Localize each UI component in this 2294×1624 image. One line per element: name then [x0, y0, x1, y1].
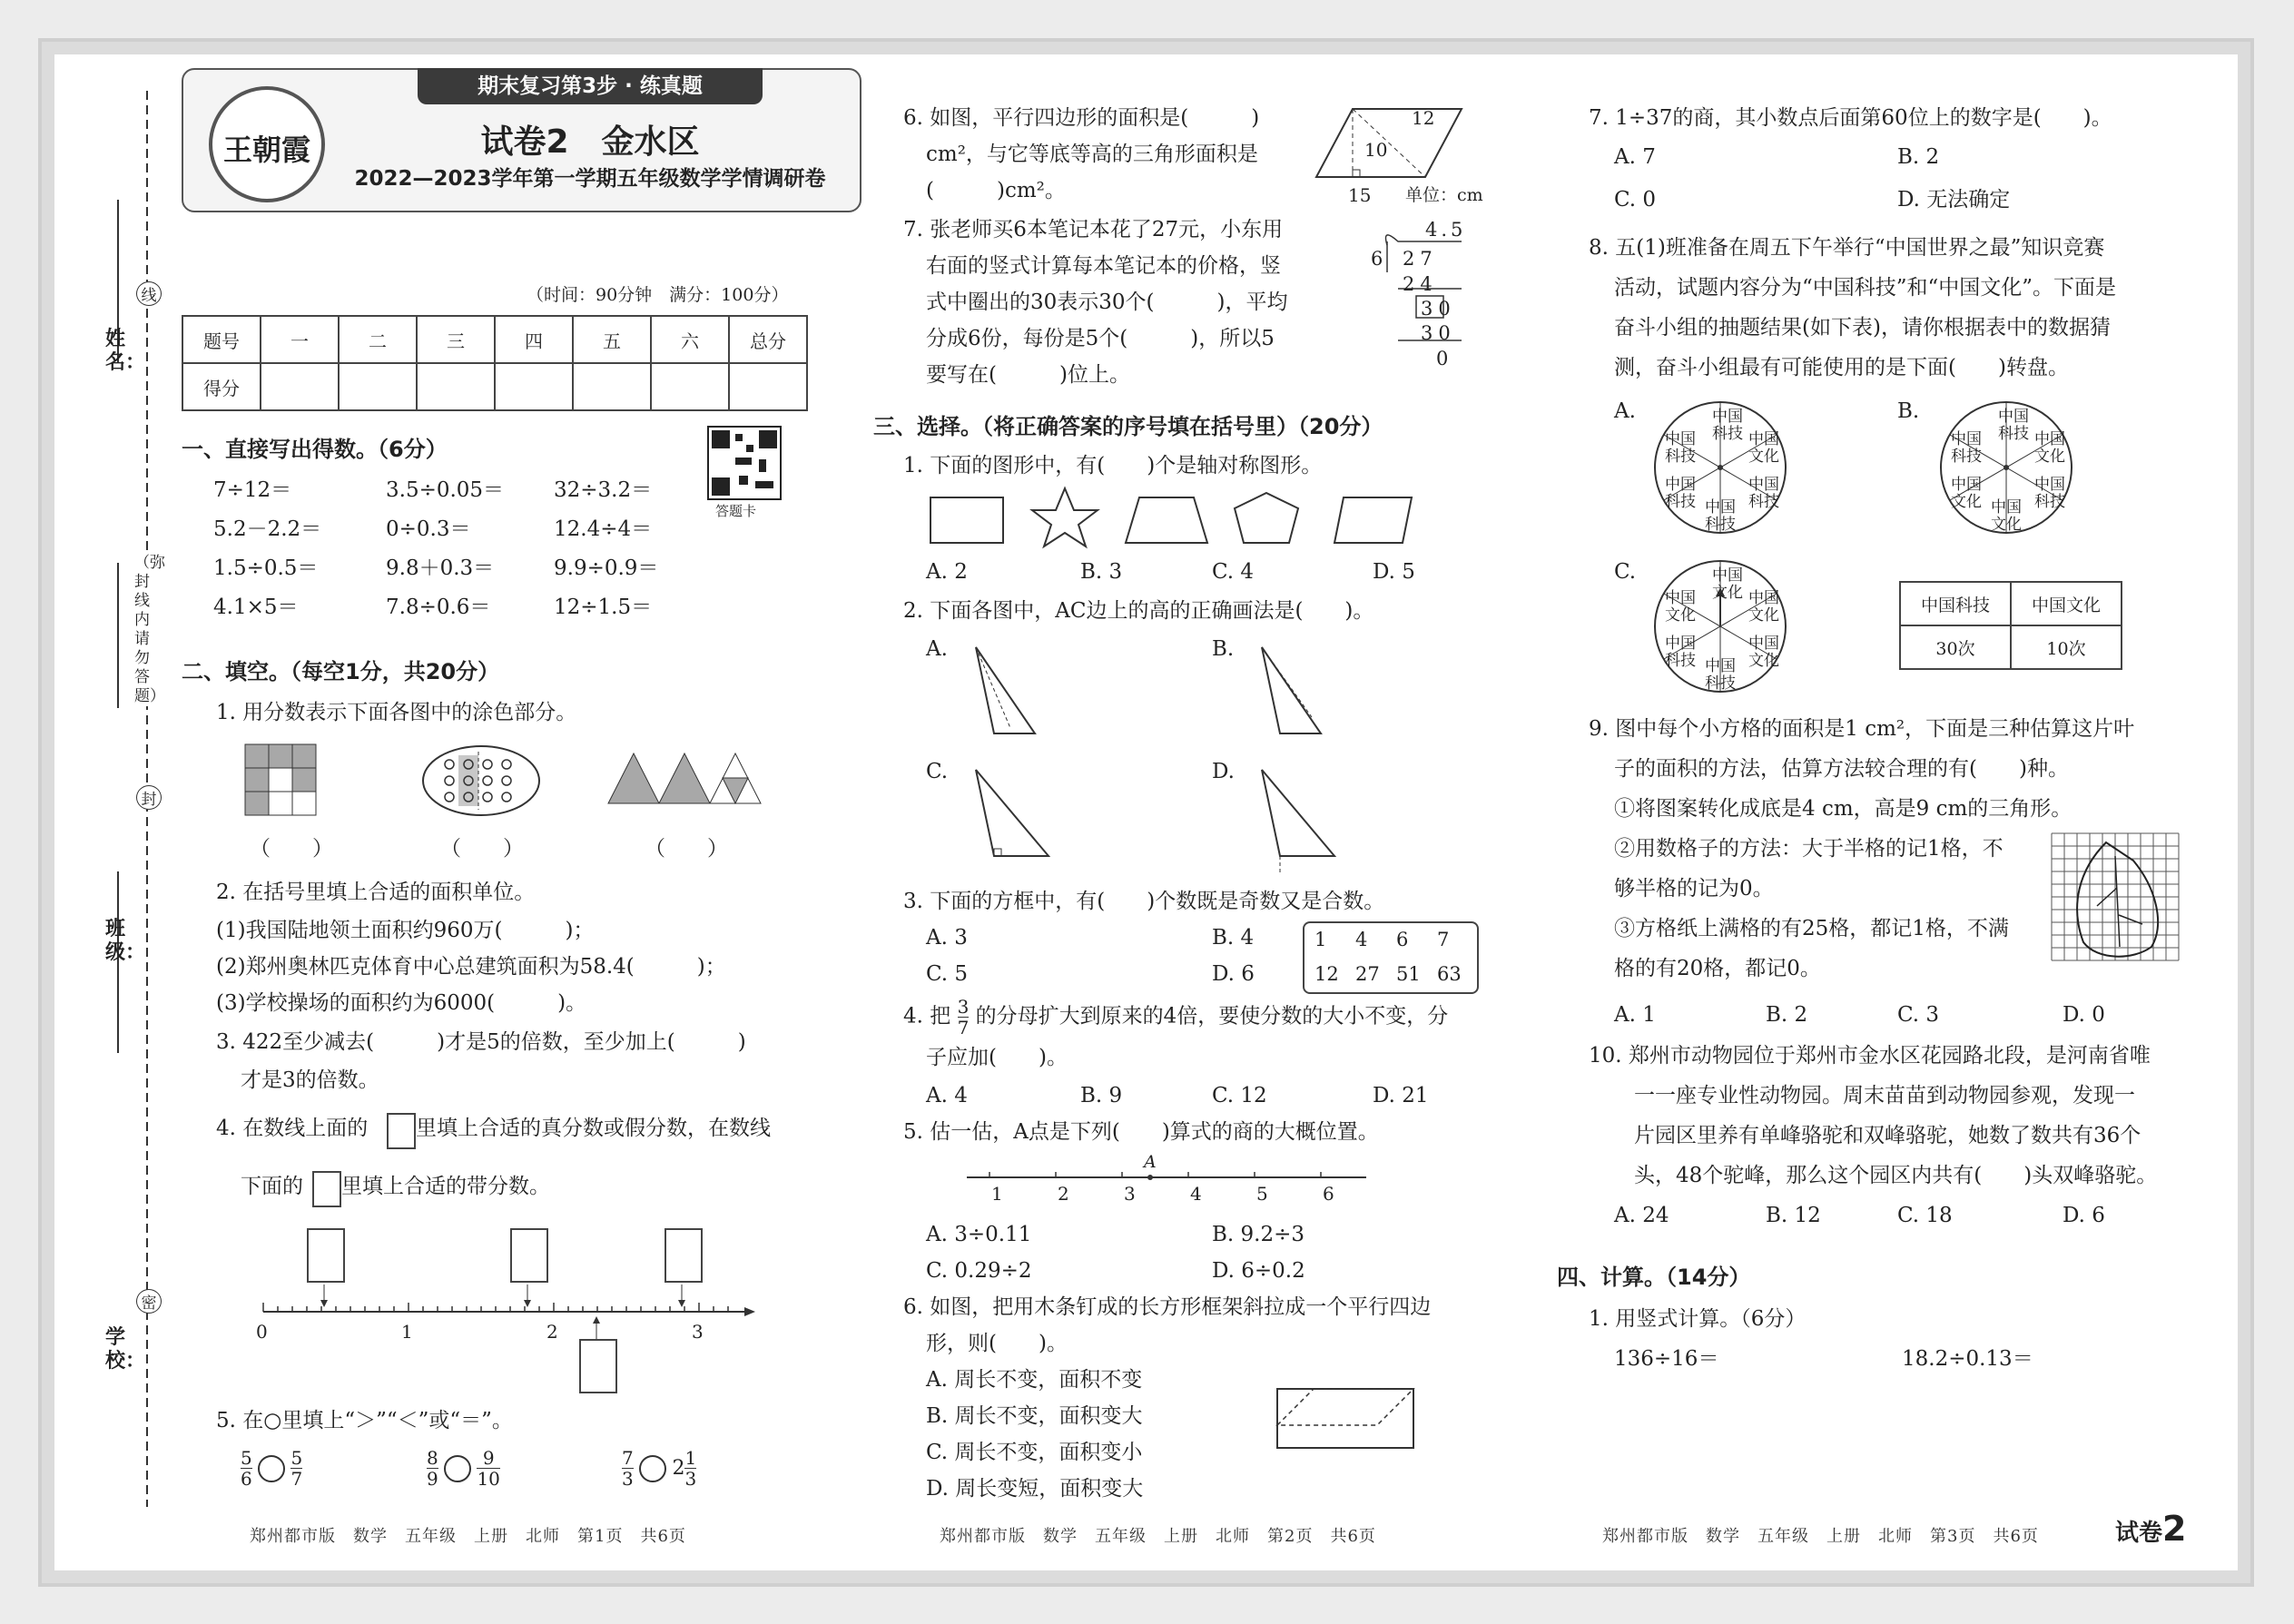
q7c: 式中圈出的30表示30个( )，平均	[926, 290, 1288, 314]
numerator: 5	[290, 1447, 303, 1469]
section4-title: 四、计算。（14分）	[1557, 1265, 1751, 1290]
logo-text: 王朝霞	[222, 133, 310, 167]
sector-label: 中国文化	[1991, 498, 2022, 534]
point-a-label: A	[1144, 1152, 1157, 1172]
triangle-b	[1253, 643, 1353, 747]
num: 4	[1355, 929, 1368, 950]
q2-1: 1. 用分数表示下面各图中的涂色部分。	[216, 701, 577, 724]
class-label: 班级：	[105, 917, 146, 964]
c5: 5. 估一估，A点是下列( )算式的商的大概位置。	[903, 1120, 1379, 1144]
sector-label: 中国科技	[1998, 408, 2029, 443]
footer-page1: 郑州都市版 数学 五年级 上册 北师 第1页 共6页	[250, 1527, 686, 1546]
option[interactable]: D. 21	[1373, 1084, 1429, 1107]
answer-box-icon	[312, 1171, 341, 1207]
sector-label: 中国科技	[1665, 476, 1696, 511]
q6a: 6. 如图，平行四边形的面积是( )	[903, 106, 1260, 130]
num: 63	[1437, 963, 1462, 985]
option[interactable]: B. 9	[1080, 1084, 1123, 1107]
cell: 题号	[182, 316, 261, 363]
time-info: （时间：90分钟 满分：100分）	[527, 285, 789, 305]
sector-label: 中国科技	[1705, 657, 1736, 693]
calc-item: 4.1×5＝	[213, 595, 299, 619]
denominator: 3	[622, 1468, 634, 1490]
c3: 3. 下面的方框中，有( )个数既是奇数又是合数。	[903, 890, 1385, 913]
option[interactable]: C. 12	[1212, 1084, 1267, 1107]
calc-item: 9.9÷0.9＝	[554, 556, 659, 580]
numerator: 7	[622, 1447, 634, 1469]
answer-paren[interactable]: （ ）	[250, 837, 333, 861]
c9b: 子的面积的方法，估算方法较合理的有( )种。	[1614, 757, 2069, 781]
option[interactable]: C. 周长不变，面积变小	[926, 1441, 1143, 1464]
paper-tag-label: 试卷	[2115, 1520, 2163, 1547]
option[interactable]: B.	[1897, 399, 1920, 423]
sector-label: 中国文化	[2034, 430, 2065, 466]
c8d: 测，奋斗小组最有可能使用的是下面( )转盘。	[1614, 356, 2069, 379]
sector-label: 中国科技	[1712, 408, 1743, 443]
denominator: 3	[684, 1468, 697, 1490]
answer-box-icon	[387, 1113, 416, 1149]
page-title: 试卷2 金水区	[480, 123, 700, 161]
numerator: 9	[477, 1448, 499, 1469]
tick-label: 2	[546, 1321, 558, 1343]
sector-label: 中国科技	[1748, 476, 1779, 511]
compare-circle-icon[interactable]	[639, 1455, 666, 1482]
numberline-answer-box[interactable]	[665, 1228, 703, 1283]
score-row	[182, 363, 807, 410]
sector-label: 中国文化	[1665, 589, 1696, 625]
score-header-row	[182, 316, 807, 363]
option[interactable]: A. 3	[926, 926, 968, 950]
fraction	[427, 1448, 438, 1489]
denominator: 6	[241, 1468, 252, 1490]
option[interactable]: D. 0	[2063, 1003, 2105, 1027]
c4-post: 的分母扩大到原来的4倍，要使分数的大小不变，分	[975, 1004, 1449, 1029]
q7e: 要写在( )位上。	[926, 363, 1130, 387]
c6b: 形，则( )。	[926, 1332, 1068, 1355]
whole-part: 2	[672, 1457, 685, 1480]
calc-item: 32÷3.2＝	[554, 478, 653, 502]
c8c: 奋斗小组的抽题结果(如下表)，请你根据表中的数据猜	[1614, 316, 2111, 340]
c5-tick: 1	[991, 1183, 1003, 1205]
option[interactable]: A. 7	[1614, 145, 1656, 169]
calc-problem: 136÷16＝	[1614, 1347, 1719, 1371]
cell: 10次	[2011, 625, 2122, 669]
name-label: 姓名：	[105, 327, 146, 374]
q2-3b: 才是3的倍数。	[241, 1068, 379, 1092]
c2: 2. 下面各图中，AC边上的高的正确画法是( )。	[903, 599, 1374, 623]
header-badge: 期末复习第3步 · 练真题	[418, 68, 763, 104]
compare-2	[427, 1448, 500, 1489]
c10c: 片园区里养有单峰骆驼和双峰骆驼，她数了数共有36个	[1634, 1124, 2141, 1147]
option[interactable]: A. 1	[1614, 1003, 1656, 1027]
fig6-base-label: 15	[1348, 184, 1372, 206]
q2-4b-pre: 下面的	[241, 1175, 303, 1198]
c5-tick: 4	[1190, 1183, 1202, 1205]
numerator: 3	[957, 996, 970, 1018]
exam-sheet	[54, 54, 2238, 1570]
score-input[interactable]	[651, 363, 729, 410]
cell: 得分	[182, 363, 261, 410]
div-dividend: 27	[1403, 248, 1438, 270]
option[interactable]: A. 4	[926, 1084, 968, 1107]
score-input[interactable]	[261, 363, 339, 410]
option[interactable]: B. 12	[1766, 1204, 1821, 1227]
compare-circle-icon[interactable]	[258, 1455, 285, 1482]
score-input[interactable]	[495, 363, 573, 410]
div-divisor: 6	[1371, 248, 1383, 270]
num: 12	[1314, 963, 1339, 985]
numerator: 5	[241, 1447, 252, 1469]
option[interactable]: C. 4	[1212, 560, 1255, 584]
option[interactable]: A. 周长不变，面积不变	[926, 1368, 1143, 1392]
q7d: 分成6份，每份是5个( )，所以5	[926, 327, 1275, 350]
denominator: 9	[427, 1468, 438, 1490]
fig6-height-label: 10	[1364, 139, 1388, 161]
c5-tick: 2	[1058, 1183, 1069, 1205]
calc-item: 3.5÷0.05＝	[386, 478, 505, 502]
paper-tag-number: 2	[2162, 1509, 2187, 1549]
c1: 1. 下面的图形中，有( )个是轴对称图形。	[903, 454, 1323, 477]
numerator: 8	[427, 1447, 438, 1469]
c5-tick: 5	[1256, 1183, 1268, 1205]
c4-pre: 4. 把	[903, 1004, 951, 1029]
option[interactable]: B. 2	[1766, 1003, 1808, 1027]
option[interactable]: D. 6	[2063, 1204, 2105, 1227]
div-quotient: 4.5	[1425, 219, 1467, 241]
denominator: 7	[957, 1017, 970, 1038]
option[interactable]: A. 24	[1614, 1204, 1669, 1227]
option[interactable]: D. 5	[1373, 560, 1415, 584]
sector-label: 中国文化	[1951, 476, 1982, 511]
grid-figure	[245, 744, 318, 817]
leaf-grid-figure	[2052, 833, 2179, 969]
tick-label: 3	[692, 1321, 704, 1343]
option[interactable]: D. 无法确定	[1897, 188, 2011, 212]
fraction	[241, 1448, 252, 1489]
sector-label: 中国科技	[1665, 635, 1696, 670]
c4	[903, 997, 1448, 1038]
q6b: cm²，与它等底等高的三角形面积是	[926, 143, 1258, 166]
option[interactable]: C. 5	[926, 962, 969, 986]
option[interactable]: D. 6	[1212, 962, 1255, 986]
c9d: ②用数格子的方法：大于半格的记1格，不	[1614, 837, 2004, 861]
option[interactable]: D. 周长变短，面积变大	[926, 1477, 1144, 1501]
cell: 三	[417, 316, 495, 363]
c7: 7. 1÷37的商，其小数点后面第60位上的数字是( )。	[1589, 106, 2112, 130]
spinner-a-labels	[1657, 399, 1793, 536]
option[interactable]: B.	[1212, 637, 1235, 661]
compare-3	[622, 1448, 696, 1489]
fraction	[290, 1448, 302, 1489]
c9g: 格的有20格，都记0。	[1614, 957, 1821, 980]
triangle-a	[967, 643, 1067, 747]
spinner-b-labels	[1943, 399, 2079, 536]
cell: 中国文化	[2011, 582, 2122, 625]
calc-problem: 18.2÷0.13＝	[1902, 1347, 2033, 1371]
calc-item: 1.5÷0.5＝	[213, 556, 319, 580]
option[interactable]: A.	[926, 637, 948, 661]
sector-label: 中国科技	[2034, 476, 2065, 511]
shapes-figure	[930, 488, 1439, 552]
option[interactable]: C. 3	[1897, 1003, 1940, 1027]
option[interactable]: C. 0	[1614, 188, 1657, 212]
c9c: ①将图案转化成底是4 cm，高是9 cm的三角形。	[1614, 797, 2072, 821]
c8a: 8. 五(1)班准备在周五下午举行“中国世界之最”知识竞赛	[1589, 236, 2105, 260]
option[interactable]: C. 0.29÷2	[926, 1259, 1032, 1283]
tick-label: 1	[401, 1321, 413, 1343]
cell: 六	[651, 316, 729, 363]
q2-5: 5. 在○里填上“＞”“＜”或“＝”。	[216, 1409, 513, 1432]
num: 27	[1355, 963, 1380, 985]
draw-result-table	[1899, 581, 2122, 670]
seal-seal-mark: 封	[136, 785, 162, 810]
c5-number-line	[967, 1166, 1366, 1194]
option[interactable]: B. 周长不变，面积变大	[926, 1404, 1143, 1428]
num: 6	[1396, 929, 1409, 950]
spinner-c-labels	[1657, 558, 1793, 694]
seal-line-mark: 线	[136, 281, 162, 306]
fig6-unit: 单位：cm	[1405, 185, 1483, 205]
calc-item: 7.8÷0.6＝	[386, 595, 491, 619]
option[interactable]: A. 2	[926, 560, 968, 584]
calc-item: 12.4÷4＝	[554, 517, 653, 541]
paper-tag	[2115, 1509, 2186, 1549]
q2-4a-pre: 4. 在数线上面的	[216, 1117, 369, 1140]
numberline-answer-box[interactable]	[307, 1228, 345, 1283]
c8b: 活动，试题内容分为“中国科技”和“中国文化”。下面是	[1614, 276, 2117, 300]
q2-4a-post: 里填上合适的真分数或假分数，在数线	[416, 1117, 771, 1140]
cell: 五	[573, 316, 651, 363]
num: 7	[1437, 929, 1450, 950]
numberline-answer-box[interactable]	[510, 1228, 548, 1283]
q2-2a: (1)我国陆地领土面积约960万( )；	[216, 919, 595, 942]
div-step-circled: 30	[1421, 298, 1456, 320]
section2-title: 二、填空。（每空1分，共20分）	[182, 659, 500, 684]
option[interactable]: B. 3	[1080, 560, 1123, 584]
tick-label: 0	[256, 1321, 268, 1343]
sector-label: 中国文化	[1748, 635, 1779, 670]
option[interactable]: D. 6÷0.2	[1212, 1259, 1305, 1283]
section1-title: 一、直接写出得数。（6分）	[182, 437, 448, 462]
triangles-figure	[608, 753, 763, 808]
number-line	[254, 1280, 763, 1353]
school-label: 学校：	[105, 1325, 146, 1373]
option[interactable]: C. 18	[1897, 1204, 1953, 1227]
c5-tick: 3	[1124, 1183, 1136, 1205]
q2-2c: (3)学校操场的面积约为6000( )。	[216, 991, 587, 1015]
option[interactable]: B. 9.2÷3	[1212, 1223, 1305, 1246]
q6c: ( )cm²。	[926, 179, 1066, 202]
c9a: 9. 图中每个小方格的面积是1 cm²，下面是三种估算这片叶	[1589, 717, 2135, 741]
footer-page3: 郑州都市版 数学 五年级 上册 北师 第3页 共6页	[1602, 1527, 2039, 1546]
compare-circle-icon[interactable]	[444, 1455, 471, 1482]
calc-item: 5.2－2.2＝	[213, 517, 322, 541]
q2-3a: 3. 422至少减去( )才是5的倍数，至少加上( )	[216, 1030, 746, 1054]
ellipse-figure	[422, 744, 540, 817]
q7b: 右面的竖式计算每本笔记本的价格，竖	[926, 254, 1281, 278]
option[interactable]: A.	[1614, 399, 1636, 423]
q2-2b: (2)郑州奥林匹克体育中心总建筑面积为58.4( )；	[216, 955, 726, 979]
option[interactable]: D.	[1212, 760, 1235, 783]
cell: 中国科技	[1900, 582, 2011, 625]
section3-title: 三、选择。（将正确答案的序号填在括号里）（20分）	[873, 414, 1383, 439]
score-table	[182, 315, 808, 411]
calc-item: 12÷1.5＝	[554, 595, 653, 619]
c6a: 6. 如图，把用木条钉成的长方形框架斜拉成一个平行四边	[903, 1295, 1432, 1319]
calc-item: 9.8＋0.3＝	[386, 556, 495, 580]
fraction	[477, 1448, 499, 1489]
denominator: 10	[477, 1468, 500, 1490]
footer-page2: 郑州都市版 数学 五年级 上册 北师 第2页 共6页	[940, 1527, 1376, 1546]
sector-label: 中国科技	[1705, 498, 1736, 534]
cell: 总分	[729, 316, 807, 363]
page-subtitle: 2022—2023学年第一学期五年级数学学情调研卷	[354, 167, 826, 191]
fraction	[958, 997, 970, 1038]
numerator: 1	[684, 1447, 697, 1469]
answer-paren[interactable]: （ ）	[440, 837, 524, 861]
q2-4b-post: 里填上合适的带分数。	[341, 1175, 550, 1198]
c4b: 子应加( )。	[926, 1046, 1068, 1069]
cell: 一	[261, 316, 339, 363]
option[interactable]: A. 3÷0.11	[926, 1223, 1032, 1246]
qr-code	[708, 427, 781, 499]
score-input[interactable]	[573, 363, 651, 410]
div-step: 30	[1421, 322, 1456, 344]
binding-note: （弥封线内请勿答题）	[134, 554, 165, 705]
calc-item: 0÷0.3＝	[386, 517, 471, 541]
q7a: 7. 张老师买6本笔记本花了27元，小东用	[903, 218, 1284, 241]
calc-item: 7÷12＝	[213, 478, 292, 502]
fraction	[684, 1448, 696, 1489]
option[interactable]: B. 4	[1212, 926, 1255, 950]
c9e: 够半格的记为0。	[1614, 877, 1774, 901]
c9f: ③方格纸上满格的有25格，都记1格，不满	[1614, 917, 2009, 940]
sector-label: 中国科技	[1951, 430, 1982, 466]
q2-2: 2. 在括号里填上合适的面积单位。	[216, 881, 536, 904]
c10b: 一一座专业性动物园。周末苗苗到动物园参观，发现一	[1634, 1084, 2135, 1107]
denominator: 7	[290, 1468, 303, 1490]
triangle-d	[1253, 765, 1353, 879]
fraction	[622, 1448, 634, 1489]
num: 1	[1314, 929, 1327, 950]
div-remainder: 0	[1436, 348, 1449, 369]
cell: 二	[339, 316, 417, 363]
div-step: 24	[1403, 273, 1438, 295]
score-input[interactable]	[729, 363, 807, 410]
qr-label: 答题卡	[715, 503, 757, 519]
num: 51	[1396, 963, 1421, 985]
sector-label: 中国文化	[1748, 589, 1779, 625]
cell: 四	[495, 316, 573, 363]
cell: 30次	[1900, 625, 2011, 669]
seal-secret-mark: 密	[136, 1289, 162, 1314]
sector-label: 中国科技	[1665, 430, 1696, 466]
c10a: 10. 郑州市动物园位于郑州市金水区花园路北段，是河南省唯	[1589, 1044, 2151, 1068]
fig6-top-label: 12	[1412, 107, 1435, 129]
option[interactable]: B. 2	[1897, 145, 1940, 169]
c10d: 头，48个驼峰，那么这个园区内共有( )头双峰骆驼。	[1634, 1164, 2158, 1187]
c5-tick: 6	[1323, 1183, 1334, 1205]
frame-figure	[1275, 1384, 1421, 1457]
option[interactable]: C.	[1614, 560, 1637, 584]
sector-label: 中国文化	[1712, 566, 1743, 602]
score-input[interactable]	[417, 363, 495, 410]
score-input[interactable]	[339, 363, 417, 410]
compare-1	[241, 1448, 302, 1489]
s4q1: 1. 用竖式计算。（6分）	[1589, 1307, 1807, 1331]
triangle-c	[967, 765, 1067, 870]
answer-paren[interactable]: （ ）	[645, 837, 728, 861]
option[interactable]: C.	[926, 760, 949, 783]
sector-label: 中国文化	[1748, 430, 1779, 466]
